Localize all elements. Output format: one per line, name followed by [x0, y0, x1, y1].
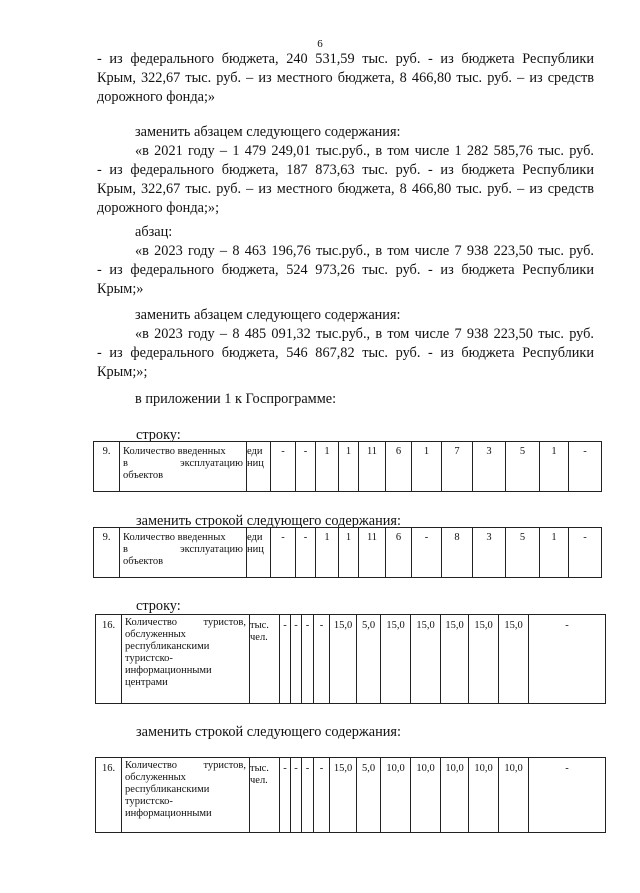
- value-cell: 6: [386, 442, 412, 492]
- value-cell: 10,0: [441, 758, 469, 833]
- value-cell: 1: [412, 442, 442, 492]
- indicator-name: Количество туристов, обслуженных республиканскими туристско- информационными: [122, 758, 250, 833]
- value-cell: 10,0: [381, 758, 411, 833]
- paragraph-continuation: - из федерального бюджета, 240 531,59 тыс. руб. - из бюджета Республики Крым, 322,67 тыс. руб. – из местного бюджета, 8 466,80 тыс. руб. – из средств дорожного фонда;»: [97, 51, 594, 105]
- replace-row-instruction-2: заменить строкой следующего содержания:: [136, 724, 401, 740]
- paragraph-2023-new: «в 2023 году – 8 485 091,32 тыс.руб., в том числе 7 938 223,50 тыс. руб. - из федерального бюджета, 546 867,82 тыс. руб. - из бюджета Республики Крым;»;: [97, 326, 594, 380]
- value-cell: 1: [540, 528, 569, 578]
- unit: еди ниц: [247, 442, 271, 492]
- table-row-9-new: [93, 527, 602, 578]
- value-cell: 1: [339, 528, 359, 578]
- abzac-label: абзац:: [135, 224, 173, 240]
- value-cell: 8: [442, 528, 473, 578]
- value-cell: -: [271, 528, 296, 578]
- row-number: 9.: [94, 528, 120, 578]
- value-cell: -: [314, 615, 330, 704]
- unit: тыс. чел.: [250, 758, 280, 833]
- value-cell: 15,0: [499, 615, 529, 704]
- value-cell: -: [529, 758, 606, 833]
- value-cell: 15,0: [469, 615, 499, 704]
- value-cell: 1: [316, 442, 339, 492]
- value-cell: 15,0: [330, 758, 357, 833]
- value-cell: 10,0: [411, 758, 441, 833]
- table-row-16-new: [95, 757, 606, 833]
- paragraph-2023-old: «в 2023 году – 8 463 196,76 тыс.руб., в том числе 7 938 223,50 тыс. руб. - из федерального бюджета, 524 973,26 тыс. руб. - из бюджета Республики Крым;»: [97, 243, 594, 297]
- value-cell: 3: [473, 442, 506, 492]
- indicator-name: Количество введенных в эксплуатацию объектов: [120, 442, 247, 492]
- value-cell: -: [569, 442, 602, 492]
- value-cell: 11: [359, 442, 386, 492]
- value-cell: -: [291, 615, 302, 704]
- value-cell: -: [314, 758, 330, 833]
- replace-instruction-1: заменить абзацем следующего содержания:: [135, 124, 401, 140]
- value-cell: 1: [316, 528, 339, 578]
- row-number: 16.: [96, 615, 122, 704]
- value-cell: -: [291, 758, 302, 833]
- value-cell: 5: [506, 442, 540, 492]
- appendix-instruction: в приложении 1 к Госпрограмме:: [135, 391, 337, 407]
- value-cell: 1: [540, 442, 569, 492]
- value-cell: 10,0: [499, 758, 529, 833]
- row-label-2: строку:: [136, 598, 181, 614]
- value-cell: -: [529, 615, 606, 704]
- value-cell: 10,0: [469, 758, 499, 833]
- value-cell: -: [569, 528, 602, 578]
- table-row-16-old: [95, 614, 606, 704]
- value-cell: 7: [442, 442, 473, 492]
- replace-instruction-2: заменить абзацем следующего содержания:: [135, 307, 401, 323]
- value-cell: -: [296, 442, 316, 492]
- value-cell: 11: [359, 528, 386, 578]
- indicator-name: Количество туристов, обслуженных республиканскими туристско- информационными центрами: [122, 615, 250, 704]
- value-cell: -: [302, 615, 314, 704]
- value-cell: -: [280, 758, 291, 833]
- value-cell: -: [296, 528, 316, 578]
- indicator-name: Количество введенных в эксплуатацию объектов: [120, 528, 247, 578]
- value-cell: 15,0: [441, 615, 469, 704]
- value-cell: 1: [339, 442, 359, 492]
- value-cell: -: [271, 442, 296, 492]
- row-number: 16.: [96, 758, 122, 833]
- value-cell: -: [280, 615, 291, 704]
- value-cell: -: [302, 758, 314, 833]
- unit: тыс. чел.: [250, 615, 280, 704]
- paragraph-2021: «в 2021 году – 1 479 249,01 тыс.руб., в том числе 1 282 585,76 тыс. руб. - из федерального бюджета, 187 873,63 тыс. руб. - из бюджета Республики Крым, 322,67 тыс. руб. – из местного бюджета, 8 466,80 тыс. руб. – из средств дорожного фонда;»;: [97, 143, 594, 216]
- value-cell: 5,0: [357, 615, 381, 704]
- value-cell: 5: [506, 528, 540, 578]
- table-row-9-old: [93, 441, 602, 492]
- replace-row-instruction-1: заменить строкой следующего содержания:: [136, 513, 401, 529]
- row-number: 9.: [94, 442, 120, 492]
- value-cell: -: [412, 528, 442, 578]
- unit: еди ниц: [247, 528, 271, 578]
- value-cell: 5,0: [357, 758, 381, 833]
- value-cell: 15,0: [330, 615, 357, 704]
- value-cell: 15,0: [381, 615, 411, 704]
- page-number: 6: [317, 38, 323, 50]
- value-cell: 3: [473, 528, 506, 578]
- value-cell: 15,0: [411, 615, 441, 704]
- value-cell: 6: [386, 528, 412, 578]
- row-label-1: строку:: [136, 427, 181, 443]
